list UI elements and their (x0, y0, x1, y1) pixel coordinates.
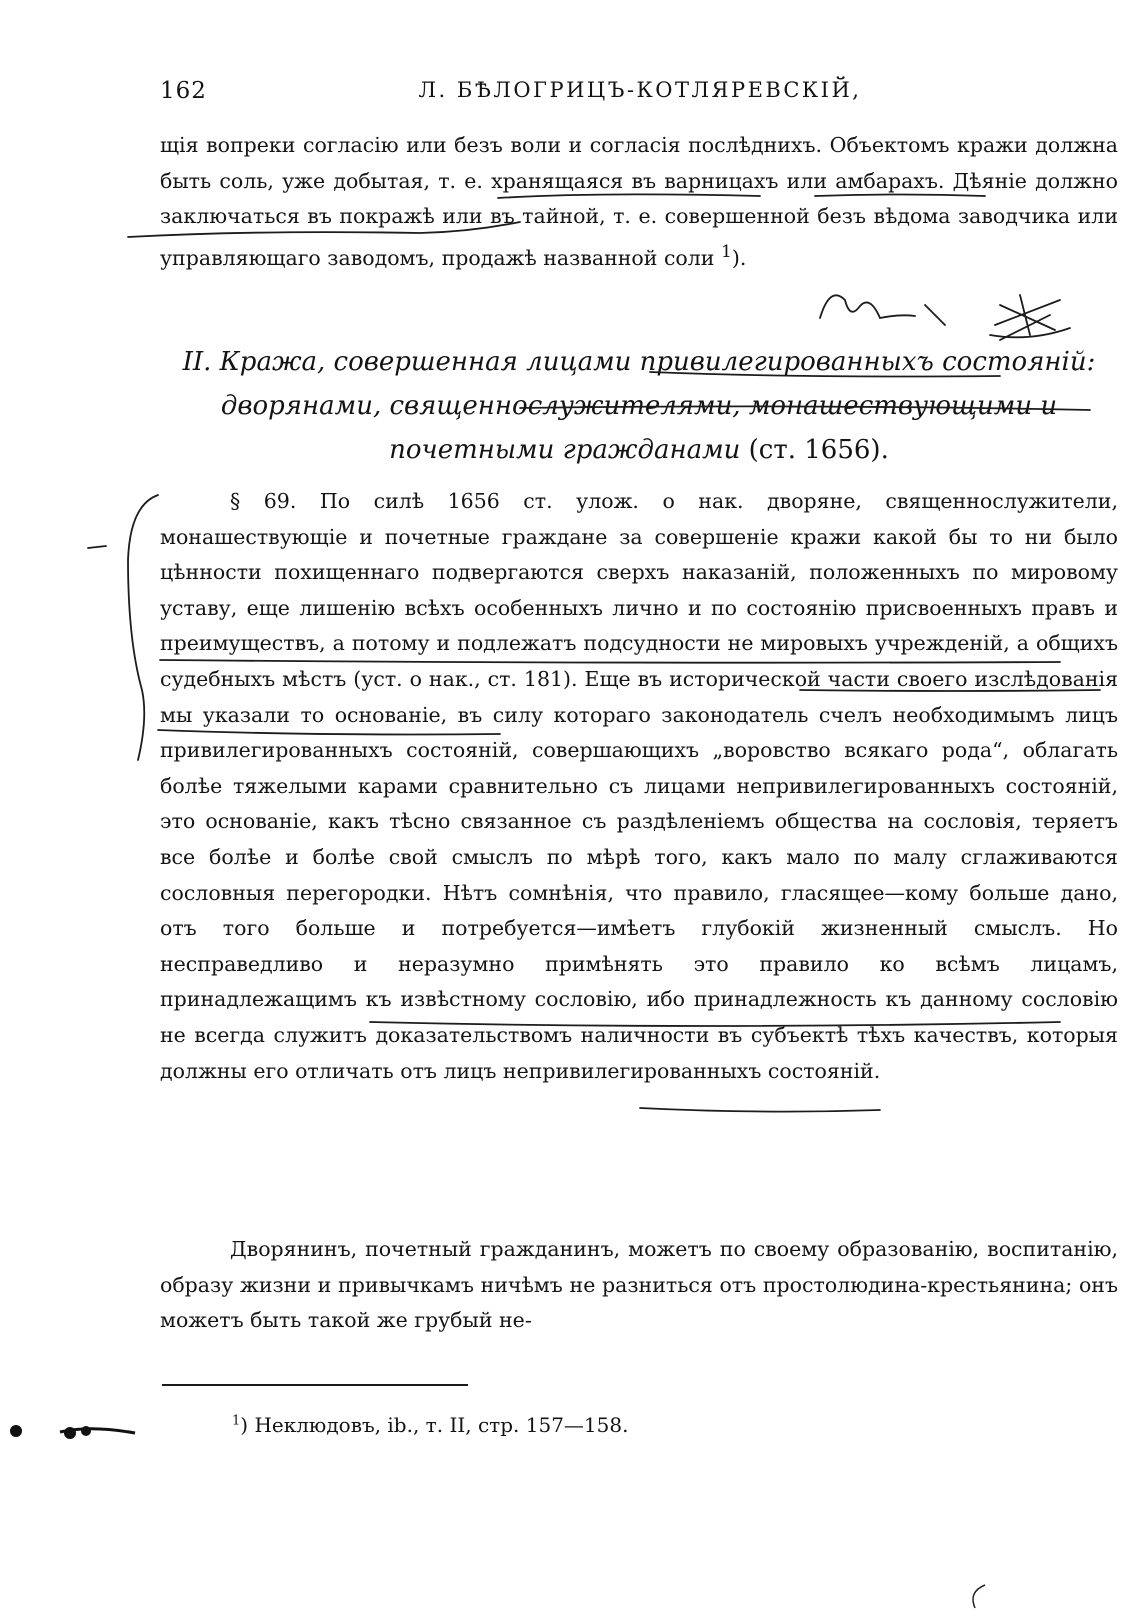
footnote-divider (162, 1384, 468, 1386)
page-header (160, 78, 1120, 118)
paragraph-3 (160, 1232, 1118, 1339)
page-number: 162 (160, 78, 207, 104)
paragraph-2-text: § 69. По силѣ 1656 ст. улож. о нак. дворяне, священнослужители, монашествующіе и почетные граждане за совершеніе кражи какой бы то ни было цѣнности похищеннаго подвергаются сверхъ наказаній, положенныхъ по мировому уставу, еще лишенію всѣхъ особенныхъ лично и по состоянію присвоенныхъ правъ и преимуществъ, а потому и подлежатъ подсудности не мировыхъ учрежденій, а общихъ судебныхъ мѣстъ (уст. о нак., ст. 181). Еще въ исторической части своего изслѣдованія мы указали то основаніе, въ силу котораго законодатель счелъ необходимымъ лицъ привилегированныхъ состояній, совершающихъ „воровство всякаго рода“, облагать болѣе тяжелыми карами сравнительно съ лицами непривилегированныхъ состояній, это основаніе, какъ тѣсно связанное съ раздѣленіемъ общества на сословія, теряетъ все болѣе и болѣе свой смыслъ по мѣрѣ того, какъ мало по малу сглаживаются сословныя перегородки. Нѣтъ сомнѣнія, что правило, гласящее—кому больше дано, отъ того больше и потребуется—имѣетъ глубокій жизненный смыслъ. Но несправедливо и неразумно примѣнять это правило ко всѣмъ лицамъ, принадлежащимъ къ извѣстному сословію, ибо принадлежность къ данному сословію не всегда служитъ доказательствомъ наличности въ субъектѣ тѣхъ качествъ, которыя должны его отличать отъ лицъ непривилегированныхъ состояній. (160, 489, 1118, 1083)
dash-mark (88, 546, 106, 548)
paragraph-1-tail: ). (731, 245, 747, 270)
bracket-mark (128, 495, 158, 760)
ink-dot (10, 1425, 22, 1437)
footnote-reference: 1 (721, 241, 732, 262)
footnote-mark: 1 (232, 1413, 241, 1429)
ink-dot (81, 1426, 91, 1436)
underline-mark (640, 1108, 880, 1112)
footnote-text: ) Неклюдовъ, ib., т. II, стр. 157—158. (240, 1413, 629, 1437)
section-heading-ref: (ст. 1656). (748, 435, 889, 465)
running-head: Л. БѢЛОГРИЦЪ-КОТЛЯРЕВСКІЙ, (418, 78, 862, 102)
section-heading (160, 340, 1118, 472)
corner-mark (973, 1585, 985, 1608)
paragraph-69 (160, 484, 1118, 1089)
ink-blot (60, 1429, 135, 1433)
ink-dot (64, 1427, 76, 1439)
section-heading-text: II. Кража, совершенная лицами привилегированныхъ состояній: дворянами, священнослужителями, монашествующими и почетными гражданами (182, 347, 1096, 465)
scribble-mark (820, 295, 945, 325)
paragraph-1-text: щія вопреки согласію или безъ воли и согласія послѣднихъ. Объектомъ кражи должна быть соль, уже добытая, т. е. хранящаяся въ варницахъ или амбарахъ. Дѣяніе должно заключаться въ покражѣ или въ тайной, т. е. совершенной безъ вѣдома заводчика или управляющаго заводомъ, продажѣ названной соли (160, 133, 1118, 270)
scribble-mark (990, 295, 1070, 340)
paragraph-continuation (160, 128, 1118, 276)
paragraph-3-text: Дворянинъ, почетный гражданинъ, можетъ по своему образованію, воспитанію, образу жизни и привычкамъ ничѣмъ не разниться отъ простолюдина-крестьянина; онъ можетъ быть такой же грубый не- (160, 1237, 1118, 1333)
footnote (232, 1413, 628, 1437)
